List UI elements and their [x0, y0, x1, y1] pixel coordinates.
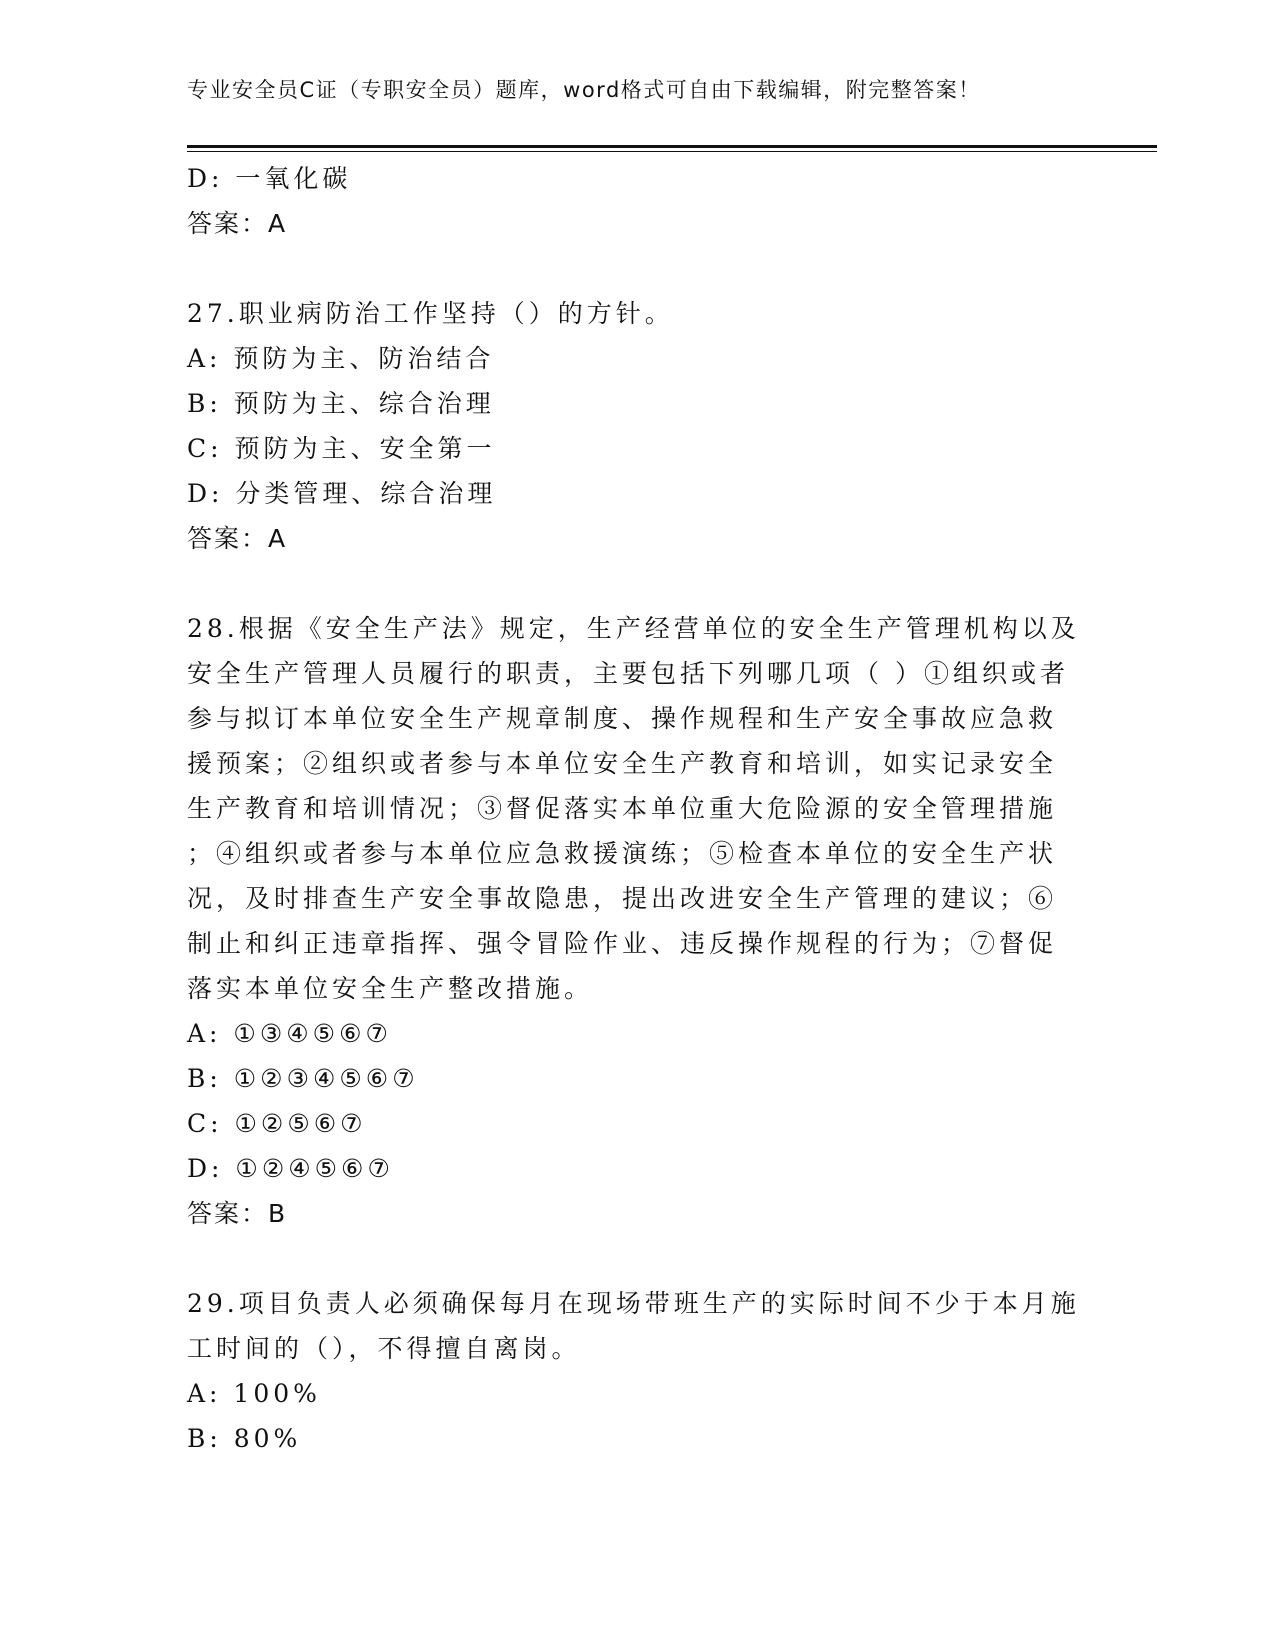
- q27-answer: 答案：A: [187, 524, 288, 553]
- q26-option-d: D: 一氧化碳: [187, 164, 352, 193]
- q28-option-d: D: ①②④⑤⑥⑦: [187, 1154, 394, 1183]
- q29-option-a: A: 100%: [187, 1379, 321, 1408]
- q29-stem-line: 29.项目负责人必须确保每月在现场带班生产的实际时间不少于本月施: [187, 1289, 1080, 1318]
- q28-answer: 答案：B: [187, 1199, 288, 1228]
- header-rule-thin: [187, 151, 1157, 152]
- spacer: [187, 1236, 1087, 1281]
- spacer: [187, 246, 1087, 291]
- q28-stem-line: 制止和纠正违章指挥、强令冒险作业、违反操作规程的行为；⑦督促: [187, 929, 1058, 958]
- q28-stem: [187, 606, 1087, 1011]
- q27-option-b: B: 预防为主、综合治理: [187, 389, 495, 418]
- q28-stem-line: 援预案；②组织或者参与本单位安全生产教育和培训，如实记录安全: [187, 749, 1058, 778]
- q28-option-b: B: ①②③④⑤⑥⑦: [187, 1064, 419, 1093]
- q28-option-a: A: ①③④⑤⑥⑦: [187, 1019, 392, 1048]
- q28-option-c: C: ①②⑤⑥⑦: [187, 1109, 367, 1138]
- q27-option-c: C: 预防为主、安全第一: [187, 434, 496, 463]
- q29-stem: [187, 1281, 1087, 1371]
- q29-option-b: B: 80%: [187, 1424, 302, 1453]
- q26-answer: 答案：A: [187, 209, 288, 238]
- q28-stem-line: ；④组织或者参与本单位应急救援演练；⑤检查本单位的安全生产状: [187, 839, 1058, 868]
- header-rule-thick: [187, 145, 1157, 148]
- question-content: [187, 156, 1087, 1461]
- q28-stem-line: 落实本单位安全生产整改措施。: [187, 974, 594, 1003]
- q28-stem-line: 况，及时排查生产安全事故隐患，提出改进安全生产管理的建议；⑥: [187, 884, 1058, 913]
- q28-stem-line: 参与拟订本单位安全生产规章制度、操作规程和生产安全事故应急救: [187, 704, 1058, 733]
- q27-option-a: A: 预防为主、防治结合: [187, 344, 495, 373]
- q28-stem-line: 28.根据《安全生产法》规定，生产经营单位的安全生产管理机构以及: [187, 614, 1080, 643]
- q27-stem: 27.职业病防治工作坚持（）的方针。: [187, 299, 674, 328]
- spacer: [187, 561, 1087, 606]
- q28-stem-line: 生产教育和培训情况；③督促落实本单位重大危险源的安全管理措施: [187, 794, 1058, 823]
- q29-stem-line: 工时间的（），不得擅自离岗。: [187, 1334, 581, 1363]
- q28-stem-line: 安全生产管理人员履行的职责，主要包括下列哪几项（ ）①组织或者: [187, 659, 1069, 688]
- page-header: 专业安全员C证（专职安全员）题库，word格式可自由下载编辑，附完整答案！: [187, 78, 981, 102]
- q27-option-d: D: 分类管理、综合治理: [187, 479, 497, 508]
